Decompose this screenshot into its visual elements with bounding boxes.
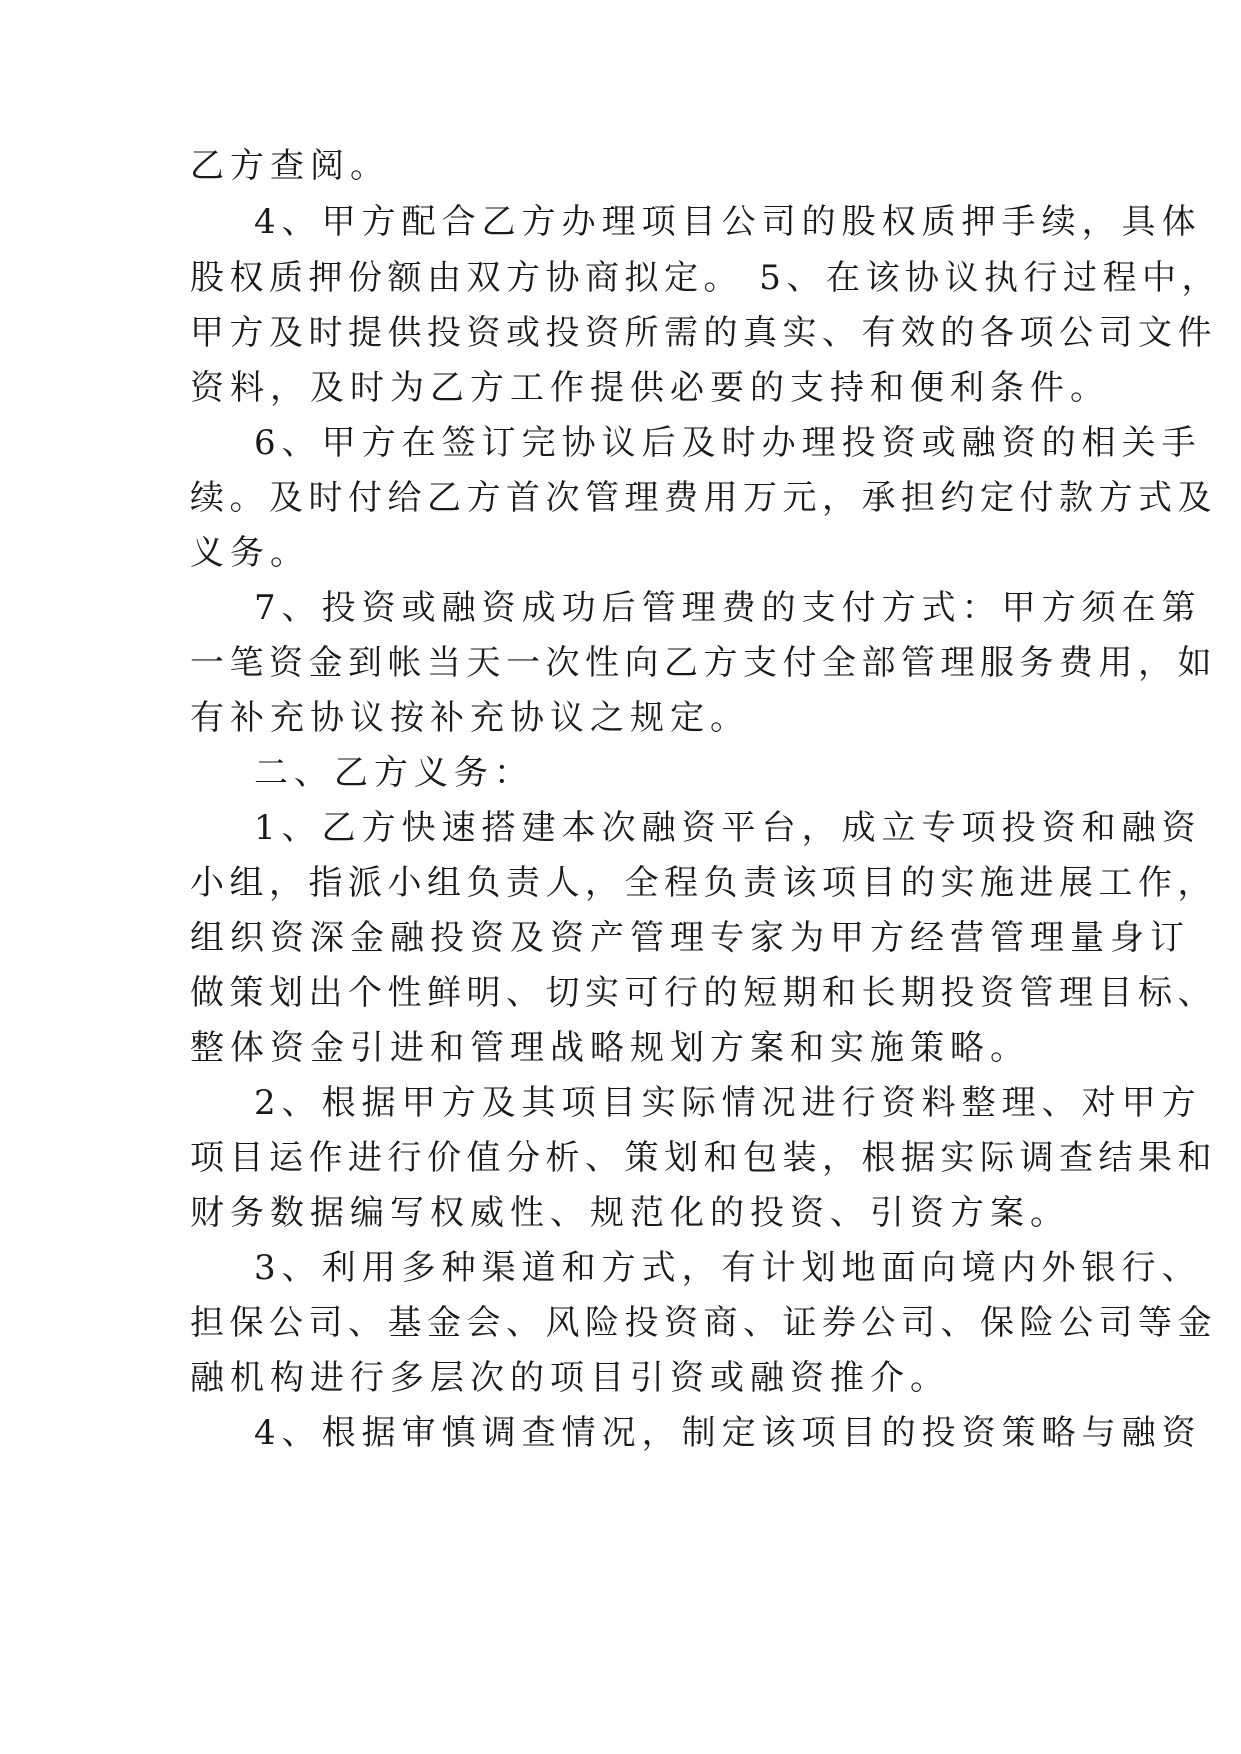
paragraph-party-b-4: 4、根据审慎调查情况，制定该项目的投资策略与融资 bbox=[254, 1413, 1202, 1453]
paragraph-party-a-4: 4、甲方配合乙方办理项目公司的股权质押手续，具体 bbox=[254, 202, 1202, 242]
section-heading-party-b: 二、乙方义务： bbox=[254, 753, 534, 793]
paragraph-party-a-7: 7、投资或融资成功后管理费的支付方式：甲方须在第 bbox=[254, 588, 1202, 628]
text-line: 担保公司、基金会、风险投资商、证券公司、保险公司等金 bbox=[190, 1303, 1217, 1343]
text-line: 续。及时付给乙方首次管理费用万元，承担约定付款方式及 bbox=[190, 478, 1217, 518]
text-line: 财务数据编写权威性、规范化的投资、引资方案。 bbox=[190, 1193, 1070, 1233]
text-line: 整体资金引进和管理战略规划方案和实施策略。 bbox=[190, 1028, 1030, 1068]
text-line: 股权质押份额由双方协商拟定。 5、在该协议执行过程中， bbox=[190, 258, 1221, 298]
text-line: 资料，及时为乙方工作提供必要的支持和便利条件。 bbox=[190, 368, 1110, 408]
paragraph-party-b-3: 3、利用多种渠道和方式，有计划地面向境内外银行、 bbox=[254, 1248, 1202, 1288]
text-line: 组织资深金融投资及资产管理专家为甲方经营管理量身订 bbox=[190, 918, 1190, 958]
text-line: 甲方及时提供投资或投资所需的真实、有效的各项公司文件 bbox=[190, 313, 1217, 353]
text-line: 做策划出个性鲜明、切实可行的短期和长期投资管理目标、 bbox=[190, 973, 1217, 1013]
paragraph-party-b-1: 1、乙方快速搭建本次融资平台，成立专项投资和融资 bbox=[254, 808, 1202, 848]
paragraph-party-b-2: 2、根据甲方及其项目实际情况进行资料整理、对甲方 bbox=[254, 1083, 1202, 1123]
text-line: 乙方查阅。 bbox=[190, 146, 390, 186]
text-line: 有补充协议按补充协议之规定。 bbox=[190, 698, 750, 738]
text-line: 项目运作进行价值分析、策划和包装，根据实际调查结果和 bbox=[190, 1138, 1217, 1178]
paragraph-party-a-6: 6、甲方在签订完协议后及时办理投资或融资的相关手 bbox=[254, 423, 1202, 463]
text-line: 融机构进行多层次的项目引资或融资推介。 bbox=[190, 1358, 950, 1398]
text-line: 小组，指派小组负责人，全程负责该项目的实施进展工作， bbox=[190, 863, 1217, 903]
text-line: 一笔资金到帐当天一次性向乙方支付全部管理服务费用，如 bbox=[190, 643, 1217, 683]
text-line: 义务。 bbox=[190, 533, 310, 573]
